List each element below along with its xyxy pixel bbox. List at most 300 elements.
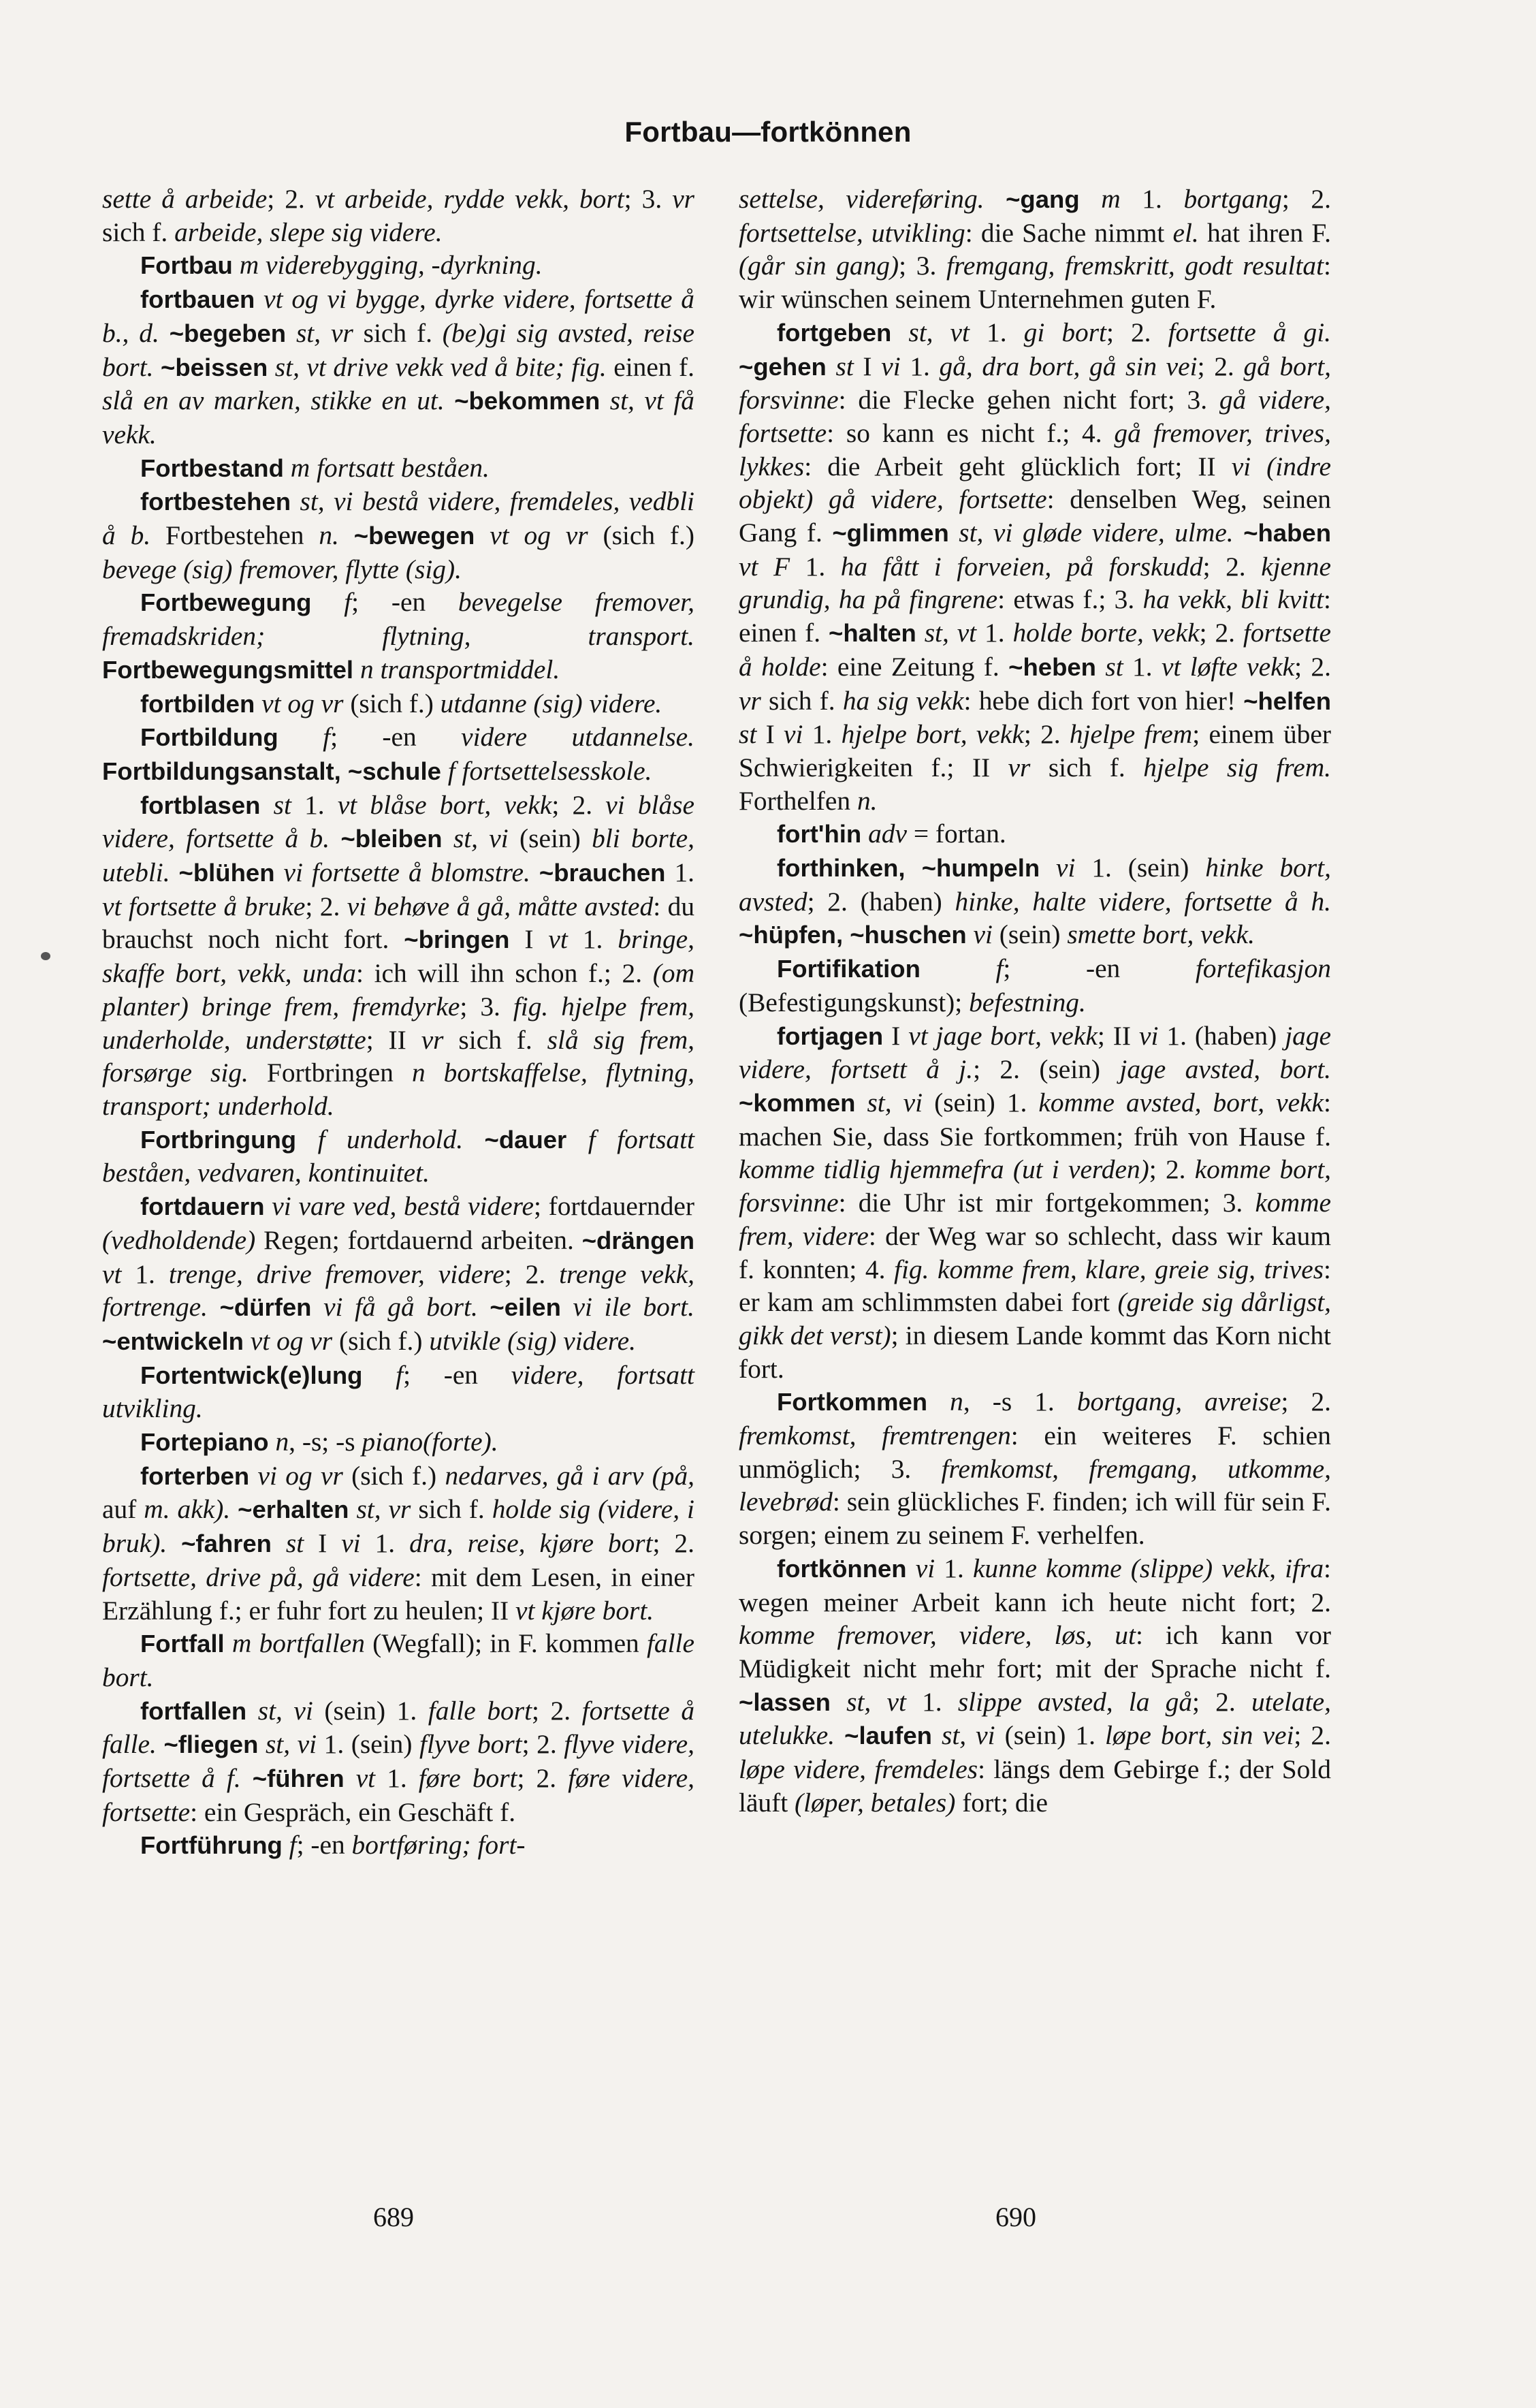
- example-text: 1.: [567, 924, 618, 955]
- translation-text: st: [835, 351, 854, 381]
- example-text: ; 2.: [1106, 317, 1168, 347]
- translation-text: bortføring; fort-: [351, 1830, 526, 1860]
- example-text: ; 2.: [532, 1695, 582, 1726]
- example-text: [225, 1628, 232, 1658]
- translation-text: st, vi: [867, 1087, 923, 1118]
- example-text: [916, 618, 925, 648]
- example-text: [167, 1528, 181, 1558]
- translation-text: st, vt: [846, 1686, 906, 1717]
- example-text: : mit dem Lesen, in einer Erzählung f.; er fuhr fort zu heulen; II: [102, 1562, 695, 1626]
- headword: ~haben: [1243, 519, 1331, 548]
- example-text: ; 2.: [1294, 651, 1331, 682]
- translation-text: gå fremover, trives, lykkes: [739, 417, 1331, 481]
- translation-text: hjelpe frem: [1069, 719, 1193, 750]
- headword: fortblasen: [140, 791, 261, 819]
- example-text: 1. (haben): [1158, 1020, 1285, 1051]
- translation-text: vi: [783, 719, 803, 750]
- headword: forterben: [140, 1461, 250, 1490]
- example-text: [269, 1427, 276, 1457]
- translation-text: n bortskaffelse, flytning, transport; underhold.: [102, 1058, 695, 1121]
- translation-text: gå videre, fortsette: [739, 385, 1331, 448]
- example-text: 1.: [935, 1553, 973, 1583]
- example-text: 1.: [665, 857, 695, 888]
- translation-text: føre bort: [418, 1763, 517, 1794]
- example-text: (sich f.): [343, 688, 441, 718]
- translation-text: fortsette å holde: [739, 618, 1331, 682]
- example-text: I: [853, 351, 882, 381]
- example-text: : ein Gespräch, ein Geschäft f.: [190, 1796, 516, 1827]
- example-text: [1096, 652, 1105, 682]
- translation-text: vi fortsette å blomstre.: [283, 857, 530, 888]
- headword: Fortbewegungsmittel: [102, 655, 354, 684]
- example-text: [268, 352, 275, 382]
- translation-text: (går sin gang): [739, 251, 899, 281]
- headword: ~glimmen: [832, 519, 949, 548]
- example-text: ; 2.: [1294, 1720, 1331, 1751]
- example-text: ; 2.: [1023, 719, 1070, 750]
- dictionary-entry: [102, 1123, 694, 1190]
- headword: ~dauer: [484, 1125, 567, 1154]
- translation-text: f: [396, 1359, 404, 1390]
- translation-text: vi: [915, 1553, 935, 1583]
- dictionary-entry: [739, 952, 1331, 1019]
- example-text: 1. (sein): [1075, 853, 1206, 883]
- translation-text: fortsette å gi.: [1168, 317, 1331, 347]
- translation-text: vr: [739, 685, 761, 716]
- example-text: [258, 1729, 266, 1759]
- translation-text: vt kjøre bort.: [515, 1595, 654, 1626]
- translation-text: fortefikasjon: [1195, 953, 1331, 984]
- translation-text: vi blåse videre, fortsette å b.: [102, 789, 694, 854]
- example-text: ; 2.: [517, 1763, 569, 1794]
- example-text: [291, 486, 300, 516]
- headword: fortfallen: [140, 1696, 247, 1725]
- translation-text: gå bort, forsvinne: [739, 351, 1331, 415]
- headword: fortjagen: [777, 1021, 884, 1050]
- example-text: sich f.: [443, 1024, 547, 1055]
- translation-text: f: [995, 953, 1004, 984]
- headword: ~laufen: [844, 1722, 932, 1750]
- example-text: 1.: [790, 551, 841, 582]
- example-text: [907, 1553, 916, 1583]
- dictionary-entry: [739, 1019, 1331, 1386]
- example-text: [1234, 518, 1244, 548]
- headword: ~heben: [1008, 652, 1096, 681]
- translation-text: vr: [1008, 752, 1031, 782]
- translation-text: (løper, betales): [795, 1787, 956, 1818]
- example-text: [530, 857, 539, 887]
- example-text: sich f.: [102, 217, 175, 247]
- headword: ~bewegen: [353, 522, 475, 550]
- translation-text: ha sig vekk: [842, 685, 964, 716]
- example-text: sich f.: [411, 1494, 492, 1525]
- translation-text: st, vi: [265, 1729, 317, 1760]
- example-text: [600, 385, 610, 415]
- translation-text: trenge, drive fremover, videre: [168, 1258, 505, 1289]
- example-text: einen f.: [606, 351, 694, 382]
- example-text: : wir wünschen seinem Unternehmen guten F.: [739, 251, 1331, 315]
- example-text: : so kann es nicht f.; 4.: [827, 417, 1115, 448]
- translation-text: (be)gi sig avsted, reise bort.: [102, 317, 694, 382]
- translation-text: vt blåse bort, vekk: [337, 789, 552, 820]
- example-text: ; 2.: [305, 891, 347, 921]
- translation-text: ha fått i forveien, på forskudd: [840, 551, 1203, 582]
- translation-text: st: [285, 1528, 304, 1559]
- example-text: : eine Zeitung f.: [820, 651, 1009, 682]
- translation-text: kunne komme (slippe) vekk, ifra: [972, 1553, 1324, 1583]
- translation-text: n: [275, 1427, 289, 1457]
- translation-text: flyve bort: [419, 1729, 522, 1760]
- page-number-left: 689: [373, 2202, 414, 2232]
- example-text: [861, 819, 868, 849]
- print-speck: [41, 952, 50, 960]
- example-text: [932, 1720, 942, 1750]
- example-text: [286, 318, 296, 348]
- translation-text: gi bort: [1023, 317, 1106, 347]
- dictionary-entry: [102, 687, 694, 721]
- translation-text: jage videre, fortsett å j.: [739, 1020, 1332, 1085]
- example-text: I: [756, 719, 784, 750]
- headword: ~kommen: [739, 1088, 856, 1117]
- translation-text: vt F: [739, 551, 790, 582]
- translation-text: vr: [672, 184, 695, 214]
- page-header: Fortbau—fortkönnen: [624, 116, 912, 148]
- headword: Fortfall: [140, 1630, 225, 1658]
- headword: fortbauen: [140, 285, 255, 314]
- headword: ~gang: [1006, 185, 1080, 213]
- translation-text: vi behøve å gå, måtte avsted: [347, 891, 654, 921]
- example-text: [445, 385, 455, 415]
- example-text: 1.: [900, 351, 940, 381]
- translation-text: bortgang: [1183, 184, 1282, 214]
- translation-text: st, vt drive vekk ved å bite; fig.: [274, 351, 607, 382]
- translation-text: flyve videre, fortsette å f.: [102, 1729, 694, 1794]
- example-text: ; 2. (sein): [973, 1054, 1120, 1085]
- example-text: : er kam am schlimmsten dabei fort: [739, 1254, 1331, 1318]
- translation-text: vi ile bort.: [573, 1292, 694, 1322]
- headword: ~eilen: [490, 1293, 561, 1322]
- left-column: [102, 183, 694, 1863]
- example-text: auf: [102, 1494, 144, 1525]
- translation-text: adv: [868, 819, 907, 849]
- example-text: : wegen meiner Arbeit kann ich heute nicht fort; 2.: [739, 1553, 1331, 1617]
- example-text: ; 2.: [551, 789, 606, 820]
- translation-text: slippe avsted, la gå: [957, 1686, 1193, 1717]
- translation-text: fig. hjelpe frem, underholde, understøtte: [102, 991, 694, 1055]
- example-text: [345, 1763, 356, 1793]
- translation-text: st, vt: [908, 317, 970, 347]
- translation-text: videre utdannelse.: [461, 722, 694, 752]
- translation-text: hjelpe sig frem.: [1143, 752, 1331, 782]
- translation-text: bevegelse fremover, fremadskriden; flytning, transport.: [102, 587, 694, 652]
- translation-text: vt: [355, 1763, 376, 1794]
- example-text: [362, 1360, 396, 1390]
- dictionary-entry: [102, 1459, 694, 1628]
- example-text: [441, 756, 448, 786]
- translation-text: f: [323, 722, 331, 752]
- headword: ~beissen: [161, 353, 268, 381]
- translation-text: m bortfallen: [231, 1628, 365, 1659]
- headword: ~lassen: [739, 1688, 831, 1716]
- example-text: ; 2.: [1197, 351, 1244, 381]
- example-text: ; 3.: [460, 991, 513, 1021]
- example-text: : denselben Weg, seinen Gang f.: [739, 484, 1331, 548]
- translation-text: n.: [319, 520, 339, 551]
- example-text: : die Uhr ist mir fortgekommen; 3.: [838, 1188, 1255, 1218]
- example-text: (sich f.): [342, 1460, 445, 1491]
- example-text: [265, 1191, 272, 1221]
- example-text: 1.: [976, 618, 1013, 648]
- translation-text: jage avsted, bort.: [1119, 1054, 1332, 1085]
- dictionary-entry: [102, 1190, 694, 1359]
- example-text: ; fortdauernder: [533, 1191, 694, 1222]
- example-text: ; 2.: [1281, 1387, 1331, 1417]
- dictionary-entry: [102, 1627, 694, 1694]
- example-text: [561, 1292, 573, 1322]
- translation-text: slå en av marken, stikke en ut.: [102, 385, 445, 416]
- headword: fortkönnen: [777, 1554, 907, 1583]
- example-text: hat ihren F.: [1198, 217, 1331, 248]
- dictionary-entry: [739, 1385, 1331, 1552]
- example-text: Fortbringen: [248, 1058, 412, 1088]
- example-text: [278, 722, 323, 752]
- headword: Fortbau: [140, 251, 233, 280]
- translation-text: befestning.: [969, 987, 1086, 1017]
- example-text: [855, 1088, 867, 1118]
- translation-text: komme avsted, bort, vekk: [1038, 1087, 1324, 1118]
- example-text: 1.: [803, 719, 842, 750]
- example-text: [566, 1124, 588, 1154]
- example-text: Regen; fortdauernd arbeiten.: [255, 1224, 582, 1255]
- example-text: : etwas f.; 3.: [997, 584, 1143, 615]
- example-text: ; 2.: [522, 1729, 564, 1760]
- example-text: : ich will ihn schon f.; 2.: [355, 958, 653, 989]
- translation-text: fremgang, fremskritt, godt resultat: [946, 251, 1324, 281]
- example-text: [154, 352, 161, 382]
- translation-text: vt jage bort, vekk: [908, 1020, 1098, 1051]
- translation-text: bli borte, utebli.: [102, 823, 694, 888]
- headword: ~bleiben: [340, 825, 443, 853]
- example-text: [275, 857, 284, 887]
- headword: ~halten: [829, 619, 916, 648]
- translation-text: vt løfte vekk: [1161, 651, 1295, 682]
- translation-text: gå, dra bort, gå sin vei: [939, 351, 1198, 381]
- example-text: [311, 587, 344, 617]
- dictionary-entry: [102, 586, 694, 686]
- example-text: ; -en: [351, 587, 458, 618]
- translation-text: vr: [421, 1024, 444, 1055]
- headword: Fortführung: [140, 1831, 283, 1860]
- example-text: [255, 688, 261, 718]
- headword: fortbilden: [140, 689, 255, 718]
- translation-text: settelse, videreføring.: [739, 184, 985, 214]
- example-text: (sein) 1.: [313, 1695, 428, 1726]
- translation-text: st, vi: [942, 1720, 995, 1751]
- example-text: [921, 953, 996, 983]
- translation-text: holde borte, vekk: [1012, 618, 1200, 648]
- headword: ~führen: [252, 1764, 345, 1793]
- headword: Fortbestand: [140, 454, 284, 482]
- translation-text: falle bort: [428, 1695, 532, 1726]
- example-text: : die Flecke gehen nicht fort; 3.: [838, 385, 1219, 415]
- entry-continuation: [102, 183, 694, 249]
- dictionary-entry: [102, 452, 694, 486]
- headword: ~brauchen: [539, 859, 666, 887]
- example-text: 1.: [360, 1528, 410, 1559]
- headword: Fortbildungsanstalt, ~schule: [102, 757, 441, 785]
- example-text: : der Weg war so schlecht, dass wir kaum f. konnten; 4.: [739, 1220, 1331, 1284]
- example-text: [443, 823, 453, 853]
- translation-text: st: [273, 789, 291, 820]
- translation-text: nedarves, gå i arv (på,: [445, 1460, 694, 1491]
- translation-text: f fortsettelsesskole.: [447, 755, 652, 786]
- example-text: ; -en: [330, 722, 462, 752]
- example-text: ; 2.: [504, 1258, 560, 1289]
- translation-text: fremkomst, fremtrengen: [739, 1421, 1011, 1451]
- headword: fortbestehen: [140, 488, 291, 516]
- example-text: [967, 919, 974, 949]
- example-text: [339, 520, 354, 550]
- example-text: sich f.: [353, 317, 443, 348]
- translation-text: vi vare ved, bestå videre: [272, 1191, 534, 1222]
- headword: ~helfen: [1243, 686, 1331, 715]
- example-text: I: [883, 1020, 909, 1051]
- example-text: 1.: [1120, 184, 1184, 214]
- example-text: 1.: [969, 317, 1024, 347]
- translation-text: løpe videre, fremdeles: [739, 1754, 978, 1785]
- example-text: (sein): [992, 919, 1068, 950]
- example-text: (Befestigungskunst);: [739, 987, 970, 1017]
- translation-text: n transportmiddel.: [359, 654, 560, 684]
- example-text: (sich f.): [588, 520, 694, 551]
- translation-text: utelate, utelukke.: [739, 1686, 1331, 1751]
- headword: Fortentwick(e)lung: [140, 1361, 363, 1389]
- dictionary-entry: [102, 1359, 694, 1425]
- dictionary-entry: [739, 316, 1331, 818]
- translation-text: komme frem, videre: [739, 1188, 1331, 1251]
- example-text: ; 2.: [1202, 551, 1262, 582]
- example-text: , -s 1.: [963, 1387, 1077, 1417]
- example-text: ; -en: [1003, 953, 1196, 984]
- translation-text: m. akk).: [144, 1494, 231, 1525]
- translation-text: vi: [1139, 1020, 1159, 1051]
- example-text: ; 2.: [652, 1528, 694, 1559]
- example-text: : die Arbeit geht glücklich fort; II: [804, 451, 1232, 481]
- dictionary-entry: [102, 283, 694, 452]
- translation-text: vt: [102, 1258, 122, 1289]
- translation-text: vt og vr: [261, 688, 344, 718]
- example-text: I: [304, 1528, 342, 1559]
- example-text: : sein glückliches F. finden; ich will für sein F. sorgen; einem zu seinem F. verhelfen.: [739, 1487, 1331, 1551]
- headword: ~drängen: [581, 1226, 694, 1254]
- translation-text: st, vi bestå videre, fremdeles, vedbli å b.: [102, 486, 694, 551]
- headword: ~fliegen: [163, 1730, 259, 1759]
- translation-text: sette å arbeide: [102, 184, 268, 214]
- translation-text: vt arbeide, rydde vekk, bort: [315, 184, 624, 214]
- dictionary-entry: [102, 485, 694, 586]
- translation-text: vi: [973, 919, 993, 950]
- translation-text: f underhold.: [317, 1124, 464, 1154]
- translation-text: vt og vr: [490, 520, 588, 551]
- example-text: : ein weiteres F. schien unmöglich; 3.: [739, 1421, 1331, 1484]
- example-text: [831, 1687, 846, 1717]
- dictionary-entry: [102, 1694, 694, 1829]
- example-text: ; 3.: [899, 251, 947, 281]
- translation-text: st, vr: [295, 317, 353, 348]
- translation-text: falle bort.: [102, 1628, 694, 1692]
- example-text: [208, 1292, 220, 1322]
- example-text: : du brauchst noch nicht fort.: [102, 891, 695, 955]
- example-text: [260, 790, 273, 820]
- translation-text: n.: [857, 785, 878, 816]
- translation-text: st: [739, 719, 757, 750]
- example-text: [353, 654, 360, 684]
- headword: ~hüpfen, ~huschen: [739, 921, 967, 949]
- example-text: (sein) 1.: [995, 1720, 1106, 1751]
- translation-text: fortsette å falle.: [102, 1695, 695, 1760]
- example-text: I: [509, 924, 549, 955]
- example-text: [272, 1528, 286, 1558]
- example-text: 1.: [906, 1686, 958, 1717]
- headword: ~gehen: [739, 352, 827, 381]
- example-text: [244, 1326, 251, 1356]
- translation-text: ha vekk, bli kvitt: [1142, 584, 1324, 615]
- example-text: sich f.: [1030, 752, 1144, 782]
- translation-text: videre, fortsatt utvikling.: [102, 1359, 694, 1424]
- translation-text: kjenne grundig, ha på fingrene: [739, 551, 1331, 615]
- example-text: ; -en: [403, 1359, 511, 1390]
- example-text: [949, 518, 959, 548]
- dictionary-entry: [739, 1552, 1331, 1820]
- dictionary-entry: [102, 1828, 694, 1863]
- translation-text: st, vi gløde videre, ulme.: [959, 518, 1234, 548]
- translation-text: el.: [1172, 217, 1199, 248]
- example-text: 1.: [121, 1258, 169, 1289]
- translation-text: st: [1105, 651, 1123, 682]
- headword: Fortbildung: [140, 723, 278, 752]
- example-text: : einen f.: [739, 584, 1331, 648]
- translation-text: vi (indre objekt) gå videre, fortsette: [739, 451, 1331, 515]
- dictionary-entry: [102, 789, 694, 1123]
- translation-text: utvikle (sig) videre.: [429, 1325, 637, 1356]
- example-text: [478, 1292, 490, 1322]
- translation-text: holde sig (videre, i bruk).: [102, 1494, 694, 1559]
- example-text: = fortan.: [906, 819, 1006, 849]
- example-text: [255, 284, 263, 314]
- translation-text: vt fortsette å bruke: [102, 891, 306, 921]
- example-text: , -s; -s: [289, 1427, 362, 1457]
- headword: ~erhalten: [238, 1495, 349, 1524]
- right-column: [739, 183, 1331, 1819]
- headword: ~bekommen: [454, 387, 601, 415]
- translation-text: fortsette, drive på, gå videre: [102, 1562, 415, 1592]
- translation-text: føre videre, fortsette: [102, 1763, 694, 1827]
- example-text: [157, 1729, 164, 1759]
- translation-text: vt: [548, 924, 568, 955]
- translation-text: trenge vekk, fortrenge.: [102, 1258, 694, 1322]
- dictionary-entry: [102, 720, 694, 788]
- headword: forthinken, ~humpeln: [777, 854, 1040, 883]
- example-text: fort; die: [955, 1787, 1048, 1818]
- example-text: [296, 1124, 317, 1154]
- example-text: ; II: [1097, 1020, 1139, 1051]
- example-text: ; -en: [296, 1830, 352, 1860]
- headword: Fortbewegung: [140, 588, 312, 617]
- translation-text: fremkomst, fremgang, utkomme, levebrød: [739, 1453, 1331, 1517]
- example-text: ; 2.: [1281, 184, 1331, 214]
- translation-text: (vedholdende): [102, 1224, 256, 1255]
- example-text: ; 2.: [267, 184, 315, 214]
